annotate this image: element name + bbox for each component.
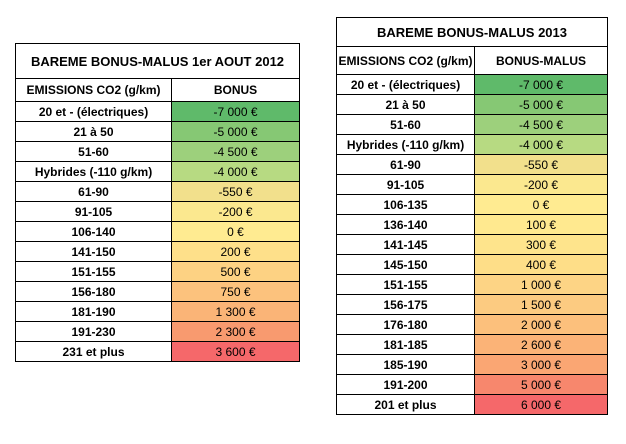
emissions-range-cell: 191-200 [337, 375, 475, 395]
bonus-value-cell: -7 000 € [475, 75, 608, 95]
bonus-value-cell: 400 € [475, 255, 608, 275]
emissions-range-cell: 136-140 [337, 215, 475, 235]
table-row [337, 135, 608, 155]
bonus-value-cell: 6 000 € [475, 395, 608, 415]
header-row [337, 47, 608, 75]
bonus-value-cell: -550 € [172, 182, 300, 202]
header-row [16, 79, 300, 102]
table-row [337, 295, 608, 315]
bonus-value-cell: 1 300 € [172, 302, 300, 322]
emissions-range-cell: 91-105 [16, 202, 172, 222]
bonus-value-cell: -4 000 € [172, 162, 300, 182]
bonus-value-cell: 5 000 € [475, 375, 608, 395]
title-row [337, 18, 608, 47]
emissions-range-cell: Hybrides (-110 g/km) [337, 135, 475, 155]
table-row [337, 235, 608, 255]
emissions-range-cell: 181-190 [16, 302, 172, 322]
table-row [16, 142, 300, 162]
emissions-range-cell: 51-60 [16, 142, 172, 162]
table-row [337, 375, 608, 395]
table-row [337, 255, 608, 275]
bonus-value-cell: -7 000 € [172, 102, 300, 122]
bonus-value-cell: 0 € [475, 195, 608, 215]
bonus-value-cell: 0 € [172, 222, 300, 242]
bonus-value-cell: 2 600 € [475, 335, 608, 355]
table-row [337, 95, 608, 115]
emissions-range-cell: 141-145 [337, 235, 475, 255]
column-header-emissions: EMISSIONS CO2 (g/km) [16, 79, 172, 102]
emissions-range-cell: Hybrides (-110 g/km) [16, 162, 172, 182]
table-row [337, 155, 608, 175]
table-row [16, 282, 300, 302]
column-header-bonus-malus: BONUS-MALUS [475, 47, 608, 75]
emissions-range-cell: 176-180 [337, 315, 475, 335]
bonus-value-cell: 200 € [172, 242, 300, 262]
emissions-range-cell: 191-230 [16, 322, 172, 342]
bonus-value-cell: -5 000 € [172, 122, 300, 142]
bonus-value-cell: 2 300 € [172, 322, 300, 342]
table-row [337, 75, 608, 95]
emissions-range-cell: 20 et - (électriques) [337, 75, 475, 95]
emissions-range-cell: 201 et plus [337, 395, 475, 415]
emissions-range-cell: 141-150 [16, 242, 172, 262]
bonus-value-cell: 3 600 € [172, 342, 300, 362]
bonus-value-cell: 2 000 € [475, 315, 608, 335]
emissions-range-cell: 185-190 [337, 355, 475, 375]
emissions-range-cell: 20 et - (électriques) [16, 102, 172, 122]
bareme-2012-table [15, 43, 300, 362]
emissions-range-cell: 156-175 [337, 295, 475, 315]
emissions-range-cell: 21 à 50 [337, 95, 475, 115]
bonus-value-cell: 300 € [475, 235, 608, 255]
bonus-value-cell: -5 000 € [475, 95, 608, 115]
bonus-value-cell: -200 € [172, 202, 300, 222]
emissions-range-cell: 156-180 [16, 282, 172, 302]
column-header-emissions: EMISSIONS CO2 (g/km) [337, 47, 475, 75]
bonus-value-cell: -200 € [475, 175, 608, 195]
bonus-value-cell: -550 € [475, 155, 608, 175]
table-row [337, 275, 608, 295]
bonus-value-cell: 3 000 € [475, 355, 608, 375]
table-title: BAREME BONUS-MALUS 1er AOUT 2012 [16, 44, 300, 79]
table-row [16, 102, 300, 122]
bonus-value-cell: 750 € [172, 282, 300, 302]
table-row [337, 395, 608, 415]
table-row [16, 182, 300, 202]
table-row [16, 242, 300, 262]
table-row [337, 355, 608, 375]
table-row [16, 322, 300, 342]
table-title: BAREME BONUS-MALUS 2013 [337, 18, 608, 47]
table-row [337, 315, 608, 335]
emissions-range-cell: 61-90 [337, 155, 475, 175]
table-row [16, 262, 300, 282]
emissions-range-cell: 61-90 [16, 182, 172, 202]
table-row [16, 342, 300, 362]
table-row [337, 215, 608, 235]
bonus-value-cell: 1 000 € [475, 275, 608, 295]
emissions-range-cell: 106-140 [16, 222, 172, 242]
table-row [16, 162, 300, 182]
table-row [337, 115, 608, 135]
emissions-range-cell: 151-155 [337, 275, 475, 295]
bonus-value-cell: -4 000 € [475, 135, 608, 155]
emissions-range-cell: 151-155 [16, 262, 172, 282]
table-row [337, 195, 608, 215]
emissions-range-cell: 145-150 [337, 255, 475, 275]
title-row [16, 44, 300, 79]
emissions-range-cell: 231 et plus [16, 342, 172, 362]
emissions-range-cell: 181-185 [337, 335, 475, 355]
table-row [16, 122, 300, 142]
bonus-value-cell: 500 € [172, 262, 300, 282]
emissions-range-cell: 106-135 [337, 195, 475, 215]
table-row [337, 175, 608, 195]
emissions-range-cell: 91-105 [337, 175, 475, 195]
bareme-2013-table [336, 17, 608, 415]
bonus-value-cell: 1 500 € [475, 295, 608, 315]
table-row [16, 202, 300, 222]
bonus-value-cell: 100 € [475, 215, 608, 235]
emissions-range-cell: 51-60 [337, 115, 475, 135]
bonus-value-cell: -4 500 € [475, 115, 608, 135]
bonus-value-cell: -4 500 € [172, 142, 300, 162]
table-row [16, 222, 300, 242]
column-header-bonus: BONUS [172, 79, 300, 102]
table-row [337, 335, 608, 355]
table-row [16, 302, 300, 322]
emissions-range-cell: 21 à 50 [16, 122, 172, 142]
